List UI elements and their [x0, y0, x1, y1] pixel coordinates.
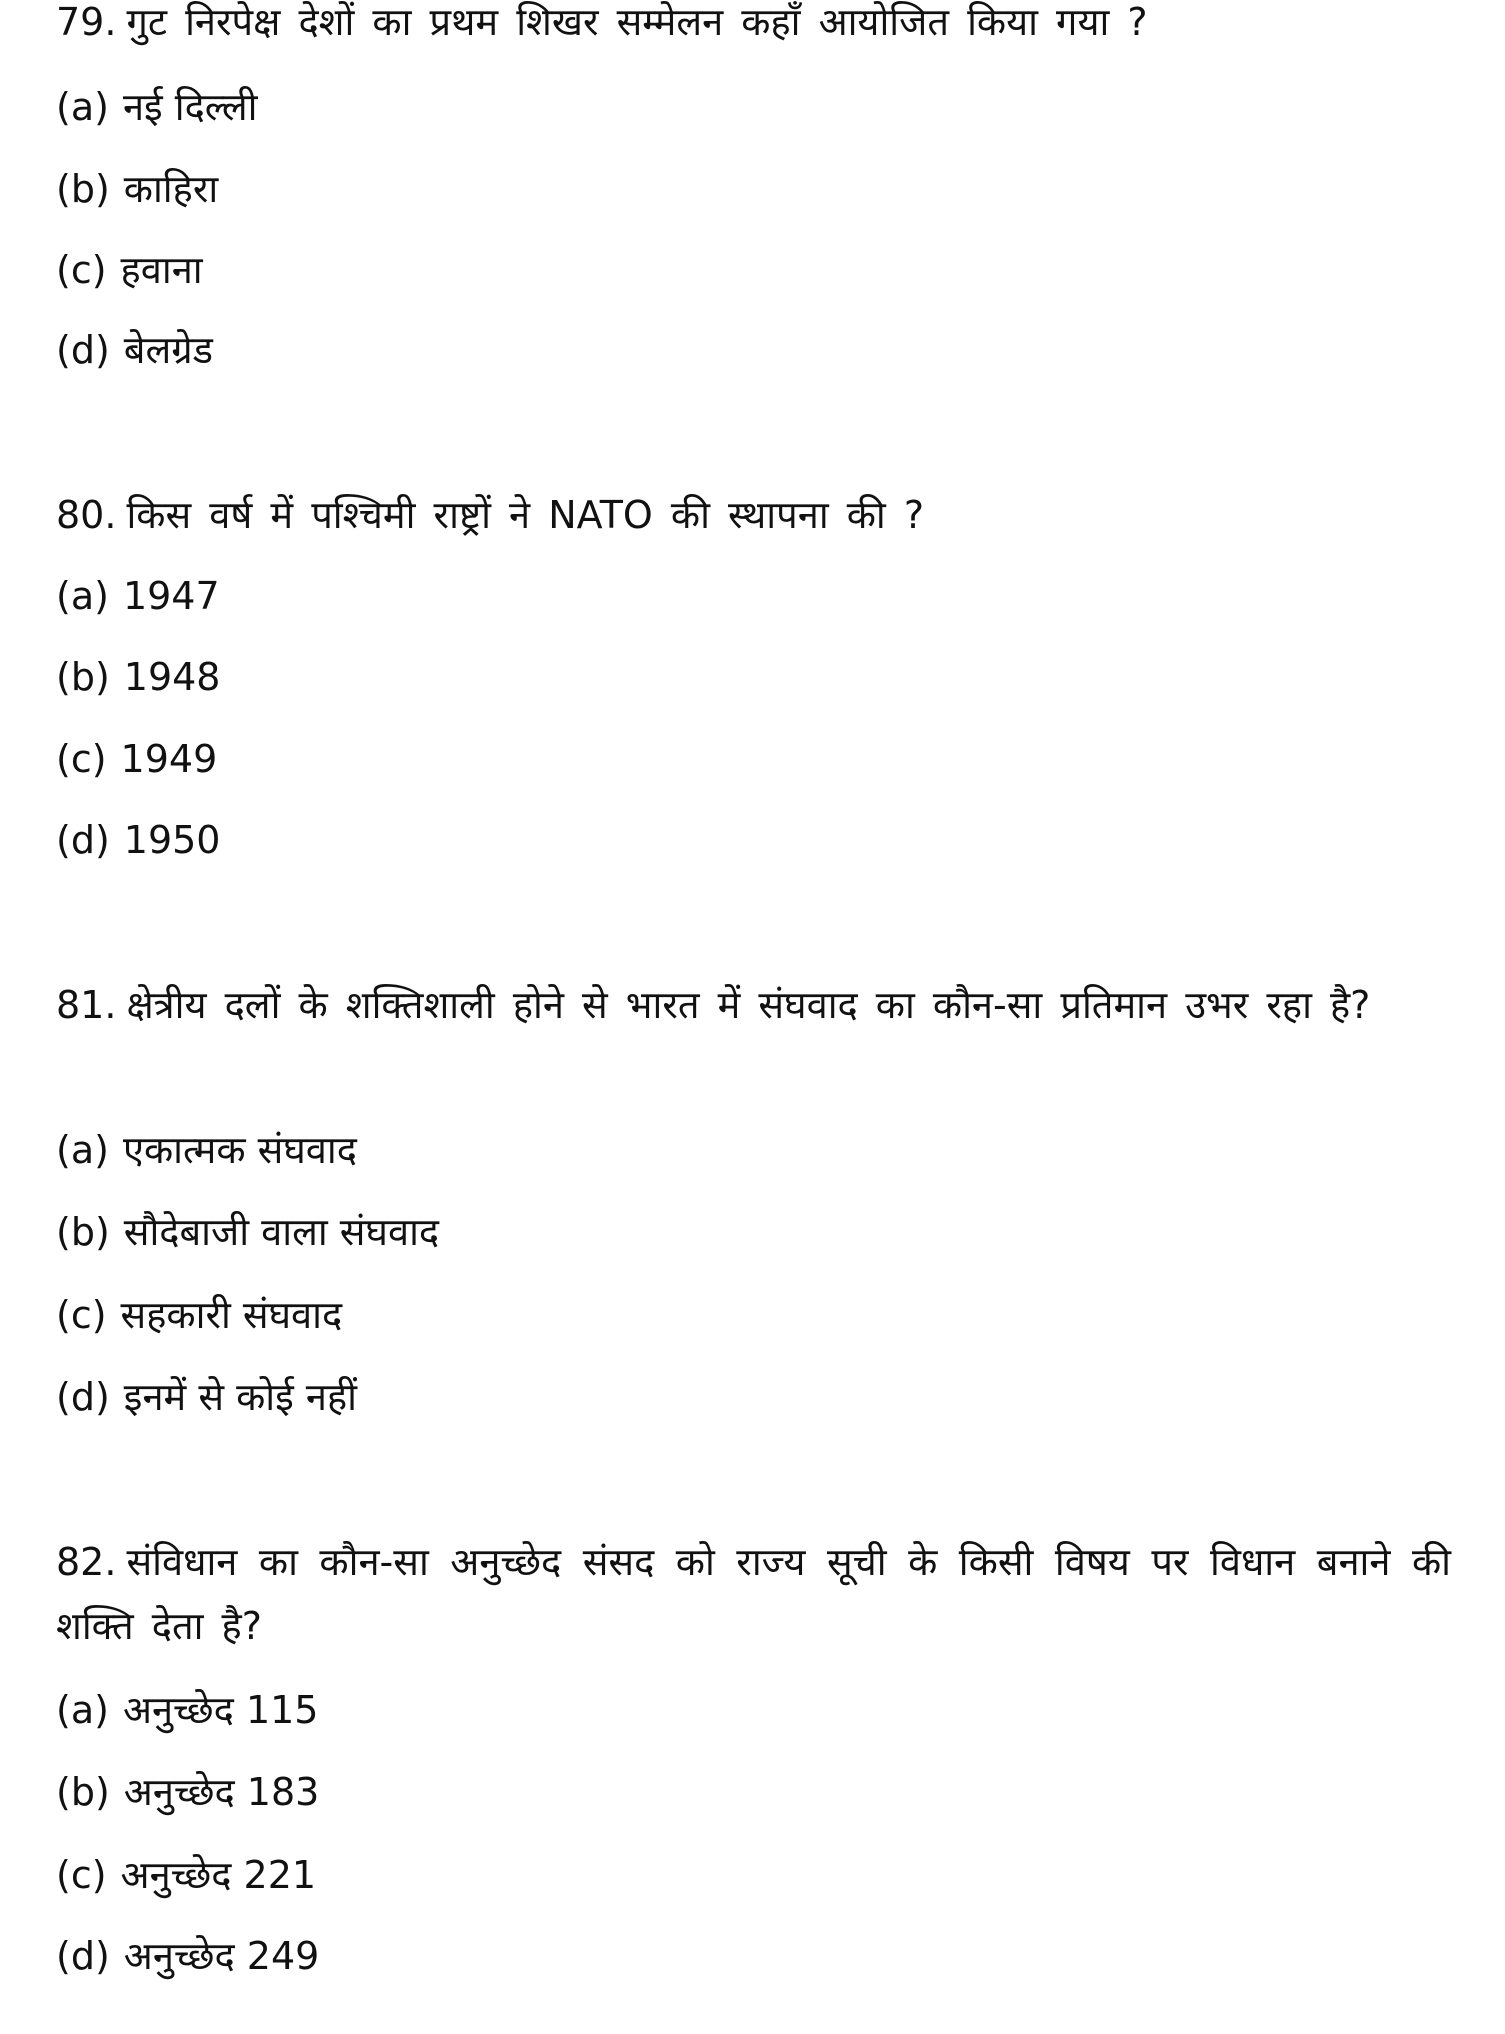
- q81-option-a: [56, 1124, 357, 1176]
- option-text: 1947: [122, 574, 220, 618]
- q79-option-c: [56, 244, 203, 296]
- option-label: (d): [56, 1934, 110, 1978]
- q82-option-a: [56, 1684, 318, 1736]
- question-number: 81.: [56, 983, 117, 1027]
- option-text: हवाना: [120, 248, 203, 292]
- option-text: 1948: [123, 655, 221, 699]
- q80-option-b: [56, 651, 221, 703]
- question-number: 79.: [56, 0, 117, 44]
- q81-option-c: [56, 1289, 342, 1341]
- question-number: 80.: [56, 493, 117, 537]
- option-label: (a): [56, 1688, 109, 1732]
- option-label: (b): [56, 1770, 110, 1814]
- option-text: काहिरा: [123, 167, 219, 211]
- option-text: इनमें से कोई नहीं: [123, 1375, 357, 1419]
- question-81: [56, 973, 1451, 1037]
- option-label: (c): [56, 737, 107, 781]
- question-79: [56, 0, 1451, 48]
- option-label: (d): [56, 1375, 110, 1419]
- q82-option-c: [56, 1849, 316, 1901]
- q81-option-d: [56, 1371, 357, 1423]
- option-label: (b): [56, 655, 110, 699]
- option-text: अनुच्छेद 115: [122, 1688, 319, 1732]
- q82-option-d: [56, 1930, 319, 1982]
- option-text: 1950: [123, 818, 221, 862]
- option-text: सौदेबाजी वाला संघवाद: [123, 1210, 440, 1254]
- option-label: (c): [56, 1853, 107, 1897]
- option-label: (a): [56, 574, 109, 618]
- q80-option-a: [56, 570, 220, 622]
- option-text: 1949: [120, 737, 218, 781]
- option-label: (c): [56, 248, 107, 292]
- question-text: किस वर्ष में पश्चिमी राष्ट्रों ने NATO की स्थापना की ?: [126, 493, 925, 537]
- option-label: (b): [56, 167, 110, 211]
- question-80: [56, 489, 1451, 541]
- question-number: 82.: [56, 1540, 117, 1584]
- option-text: नई दिल्ली: [122, 85, 258, 129]
- option-label: (c): [56, 1293, 107, 1337]
- q82-option-b: [56, 1766, 319, 1818]
- option-label: (b): [56, 1210, 110, 1254]
- option-label: (a): [56, 1128, 109, 1172]
- q80-option-d: [56, 814, 221, 866]
- question-82: [56, 1530, 1451, 1658]
- q81-option-b: [56, 1206, 439, 1258]
- option-text: बेलग्रेड: [123, 328, 214, 372]
- option-text: एकात्मक संघवाद: [122, 1128, 357, 1172]
- option-label: (a): [56, 85, 109, 129]
- option-text: सहकारी संघवाद: [120, 1293, 343, 1337]
- question-text: संविधान का कौन-सा अनुच्छेद संसद को राज्य सूची के किसी विषय पर विधान बनाने की शक्ति देता है?: [56, 1540, 1451, 1648]
- option-label: (d): [56, 328, 110, 372]
- question-text: गुट निरपेक्ष देशों का प्रथम शिखर सम्मेलन कहाँ आयोजित किया गया ?: [126, 0, 1148, 44]
- option-text: अनुच्छेद 249: [123, 1934, 320, 1978]
- q80-option-c: [56, 733, 217, 785]
- option-text: अनुच्छेद 221: [120, 1853, 317, 1897]
- q79-option-a: [56, 81, 258, 133]
- option-text: अनुच्छेद 183: [123, 1770, 320, 1814]
- option-label: (d): [56, 818, 110, 862]
- q79-option-d: [56, 324, 213, 376]
- q79-option-b: [56, 163, 218, 215]
- question-text: क्षेत्रीय दलों के शक्तिशाली होने से भारत में संघवाद का कौन-सा प्रतिमान उभर रहा है?: [126, 983, 1371, 1027]
